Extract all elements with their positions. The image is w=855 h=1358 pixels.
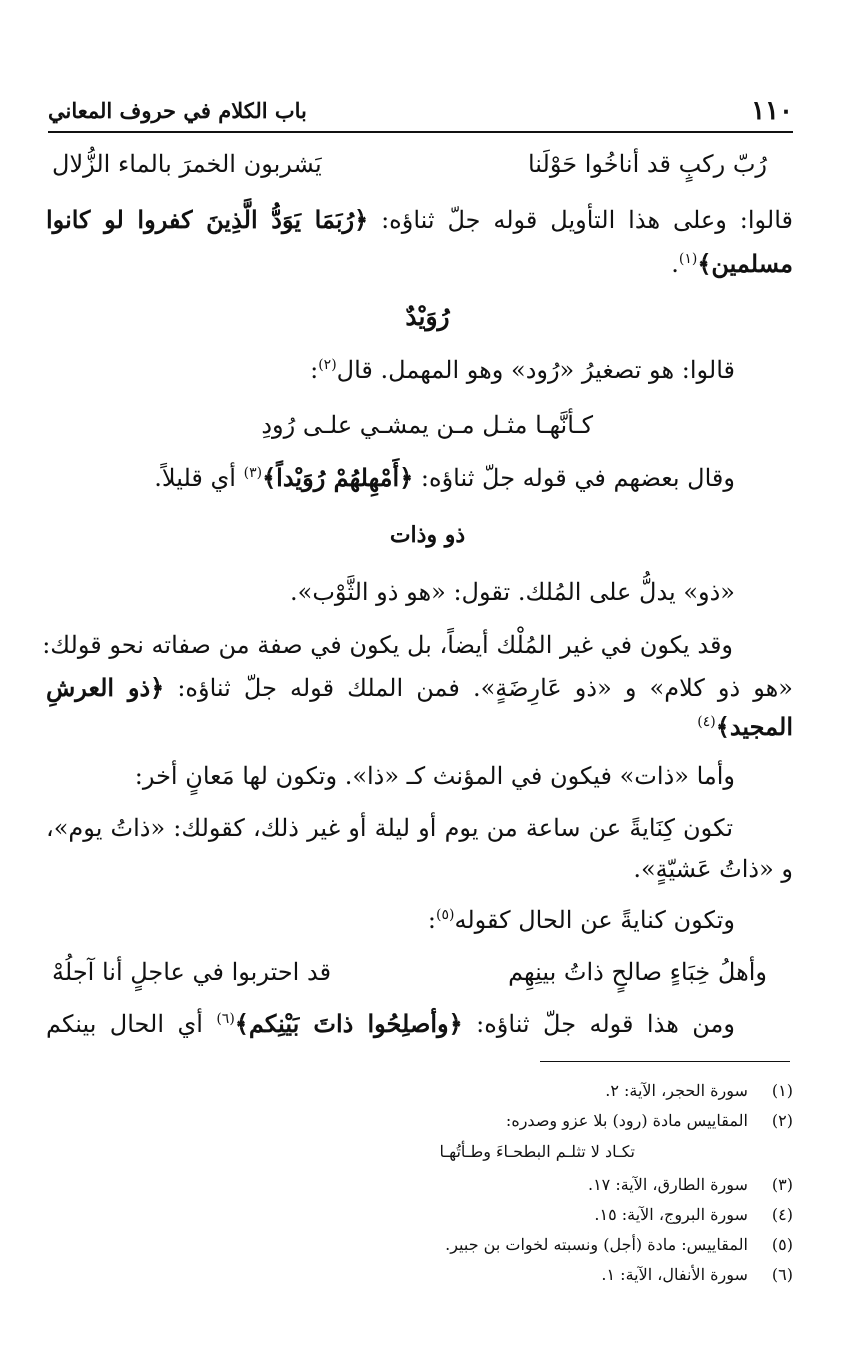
footnote-1 bbox=[605, 1080, 793, 1102]
verse-3-second-hemistich: قد احتربوا في عاجلٍ أنا آجلُهْ bbox=[52, 958, 332, 986]
verse-1-second-hemistich: يَشربون الخمرَ بالماء الزُّلال bbox=[52, 150, 322, 178]
running-header bbox=[48, 96, 793, 130]
footnote-6 bbox=[601, 1264, 793, 1286]
footnote-ref-2[interactable]: (٢) bbox=[318, 357, 337, 373]
quran-quote-3: ﴿أَمْهِلهُمْ رُوَيْداً﴾ bbox=[262, 463, 414, 492]
footnote-ref-3[interactable]: (٣) bbox=[243, 465, 263, 481]
paragraph-9 bbox=[46, 1002, 735, 1046]
paragraph-2 bbox=[46, 348, 735, 392]
paragraph-9-text: ومن هذا قوله جلّ ثناؤه: bbox=[476, 1010, 735, 1038]
verse-2: كـأنَّهـا مثـل مـن يمشـي علـى رُودِ bbox=[261, 411, 593, 439]
paragraph-6: وأما «ذات» فيكون في المؤنث كـ «ذا». وتكون لها مَعانٍ أخر: bbox=[134, 762, 735, 790]
paragraph-2-end: : bbox=[310, 356, 319, 384]
verse-1-first-hemistich: رُبّ ركبٍ قد أناخُوا حَوْلَنا bbox=[527, 150, 767, 178]
paragraph-5-line-2 bbox=[46, 666, 793, 710]
quran-quote-9: ﴿وأصلِحُوا ذاتَ بَيْنِكم﴾ bbox=[234, 1009, 463, 1038]
section-heading-ruwayd: رُوَيْدٌ bbox=[405, 302, 450, 331]
footnote-ref-5[interactable]: (٥) bbox=[435, 907, 455, 923]
footnote-number: (٦) bbox=[771, 1265, 793, 1284]
footnote-text: سورة الأنفال، الآية: ١. bbox=[601, 1265, 748, 1284]
footnote-5 bbox=[445, 1234, 793, 1256]
paragraph-3-text: وقال بعضهم في قوله جلّ ثناؤه: bbox=[420, 464, 735, 492]
footnote-number: (٣) bbox=[771, 1175, 793, 1194]
footnote-text: سورة الحجر، الآية: ٢. bbox=[605, 1081, 748, 1100]
footnote-3 bbox=[588, 1174, 793, 1196]
quran-quote-5a: ﴿ذو العرشِ bbox=[46, 673, 165, 702]
quran-quote-1b: مسلمين﴾ bbox=[697, 249, 793, 278]
paragraph-5-line-3 bbox=[46, 705, 793, 749]
verse-3-first-hemistich: وأهلُ خِبَاءٍ صالحٍ ذاتُ بينِهِم bbox=[508, 958, 767, 986]
footnote-number: (٤) bbox=[771, 1205, 793, 1224]
paragraph-5-line-1: وقد يكون في غير المُلْك أيضاً، بل يكون في صفة من صفاته نحو قولك: bbox=[42, 631, 733, 659]
paragraph-1-text: قالوا: وعلى هذا التأويل قوله جلّ ثناؤه: bbox=[381, 206, 793, 234]
quran-quote-1a: ﴿رُبَمَا يَوَدُّ الَّذِينَ كفروا لو كانوا bbox=[46, 205, 369, 234]
paragraph-1-line-2 bbox=[46, 242, 793, 286]
paragraph-8-text: وتكون كنايةً عن الحال كقوله bbox=[454, 906, 735, 934]
paragraph-7-line-2: و «ذاتُ عَشيّةٍ». bbox=[633, 855, 793, 883]
footnote-ref-1[interactable]: (١) bbox=[678, 251, 698, 267]
quran-quote-5b: المجيد﴾ bbox=[715, 712, 793, 741]
footnote-2 bbox=[506, 1110, 793, 1132]
running-title: باب الكلام في حروف المعاني bbox=[48, 98, 307, 123]
footnote-4 bbox=[594, 1204, 793, 1226]
footnote-text: سورة الطارق، الآية: ١٧. bbox=[587, 1175, 748, 1194]
footnote-divider bbox=[540, 1061, 790, 1062]
paragraph-2-text: قالوا: هو تصغيرُ «رُود» وهو المهمل. قال bbox=[336, 356, 735, 384]
footnote-ref-6[interactable]: (٦) bbox=[216, 1011, 235, 1027]
footnote-number: (٢) bbox=[771, 1111, 793, 1130]
footnote-number: (٥) bbox=[771, 1235, 793, 1254]
paragraph-3-end: أي قليلاً. bbox=[154, 464, 236, 492]
footnote-ref-4[interactable]: (٤) bbox=[697, 714, 716, 730]
paragraph-9-end: أي الحال بينكم bbox=[46, 1010, 203, 1038]
page-number: ١١٠ bbox=[751, 96, 793, 126]
paragraph-7-line-1: تكون كِنَايةً عن ساعة من يوم أو ليلة أو غير ذلك، كقولك: «ذاتُ يوم»، bbox=[46, 814, 733, 842]
footnote-text: سورة البروج، الآية: ١٥. bbox=[594, 1205, 748, 1224]
footnote-2-verse: تكـاد لا تثلـم البطحـاءَ وطـأتُهـا bbox=[439, 1142, 635, 1161]
paragraph-3 bbox=[46, 456, 735, 500]
paragraph-8 bbox=[46, 898, 735, 942]
footnote-text: المقاييس مادة (رود) بلا عزو وصدره: bbox=[505, 1111, 748, 1130]
footnote-text: المقاييس: مادة (أجل) ونسبته لخوات بن جبير. bbox=[445, 1235, 748, 1254]
header-divider bbox=[48, 131, 793, 133]
paragraph-8-end: : bbox=[427, 906, 436, 934]
section-heading-dhu-wa-dhat: ذو وذات bbox=[389, 522, 466, 548]
paragraph-4: «ذو» يدلُّ على المُلك. تقول: «هو ذو الثَّوْب». bbox=[290, 578, 735, 606]
paragraph-1-end: . bbox=[671, 250, 679, 278]
paragraph-1-line-1 bbox=[46, 198, 793, 242]
paragraph-5-text: «هو ذو كلام» و «ذو عَارِضَةٍ». فمن الملك قوله جلّ ثناؤه: bbox=[177, 674, 793, 702]
footnote-number: (١) bbox=[771, 1081, 793, 1100]
